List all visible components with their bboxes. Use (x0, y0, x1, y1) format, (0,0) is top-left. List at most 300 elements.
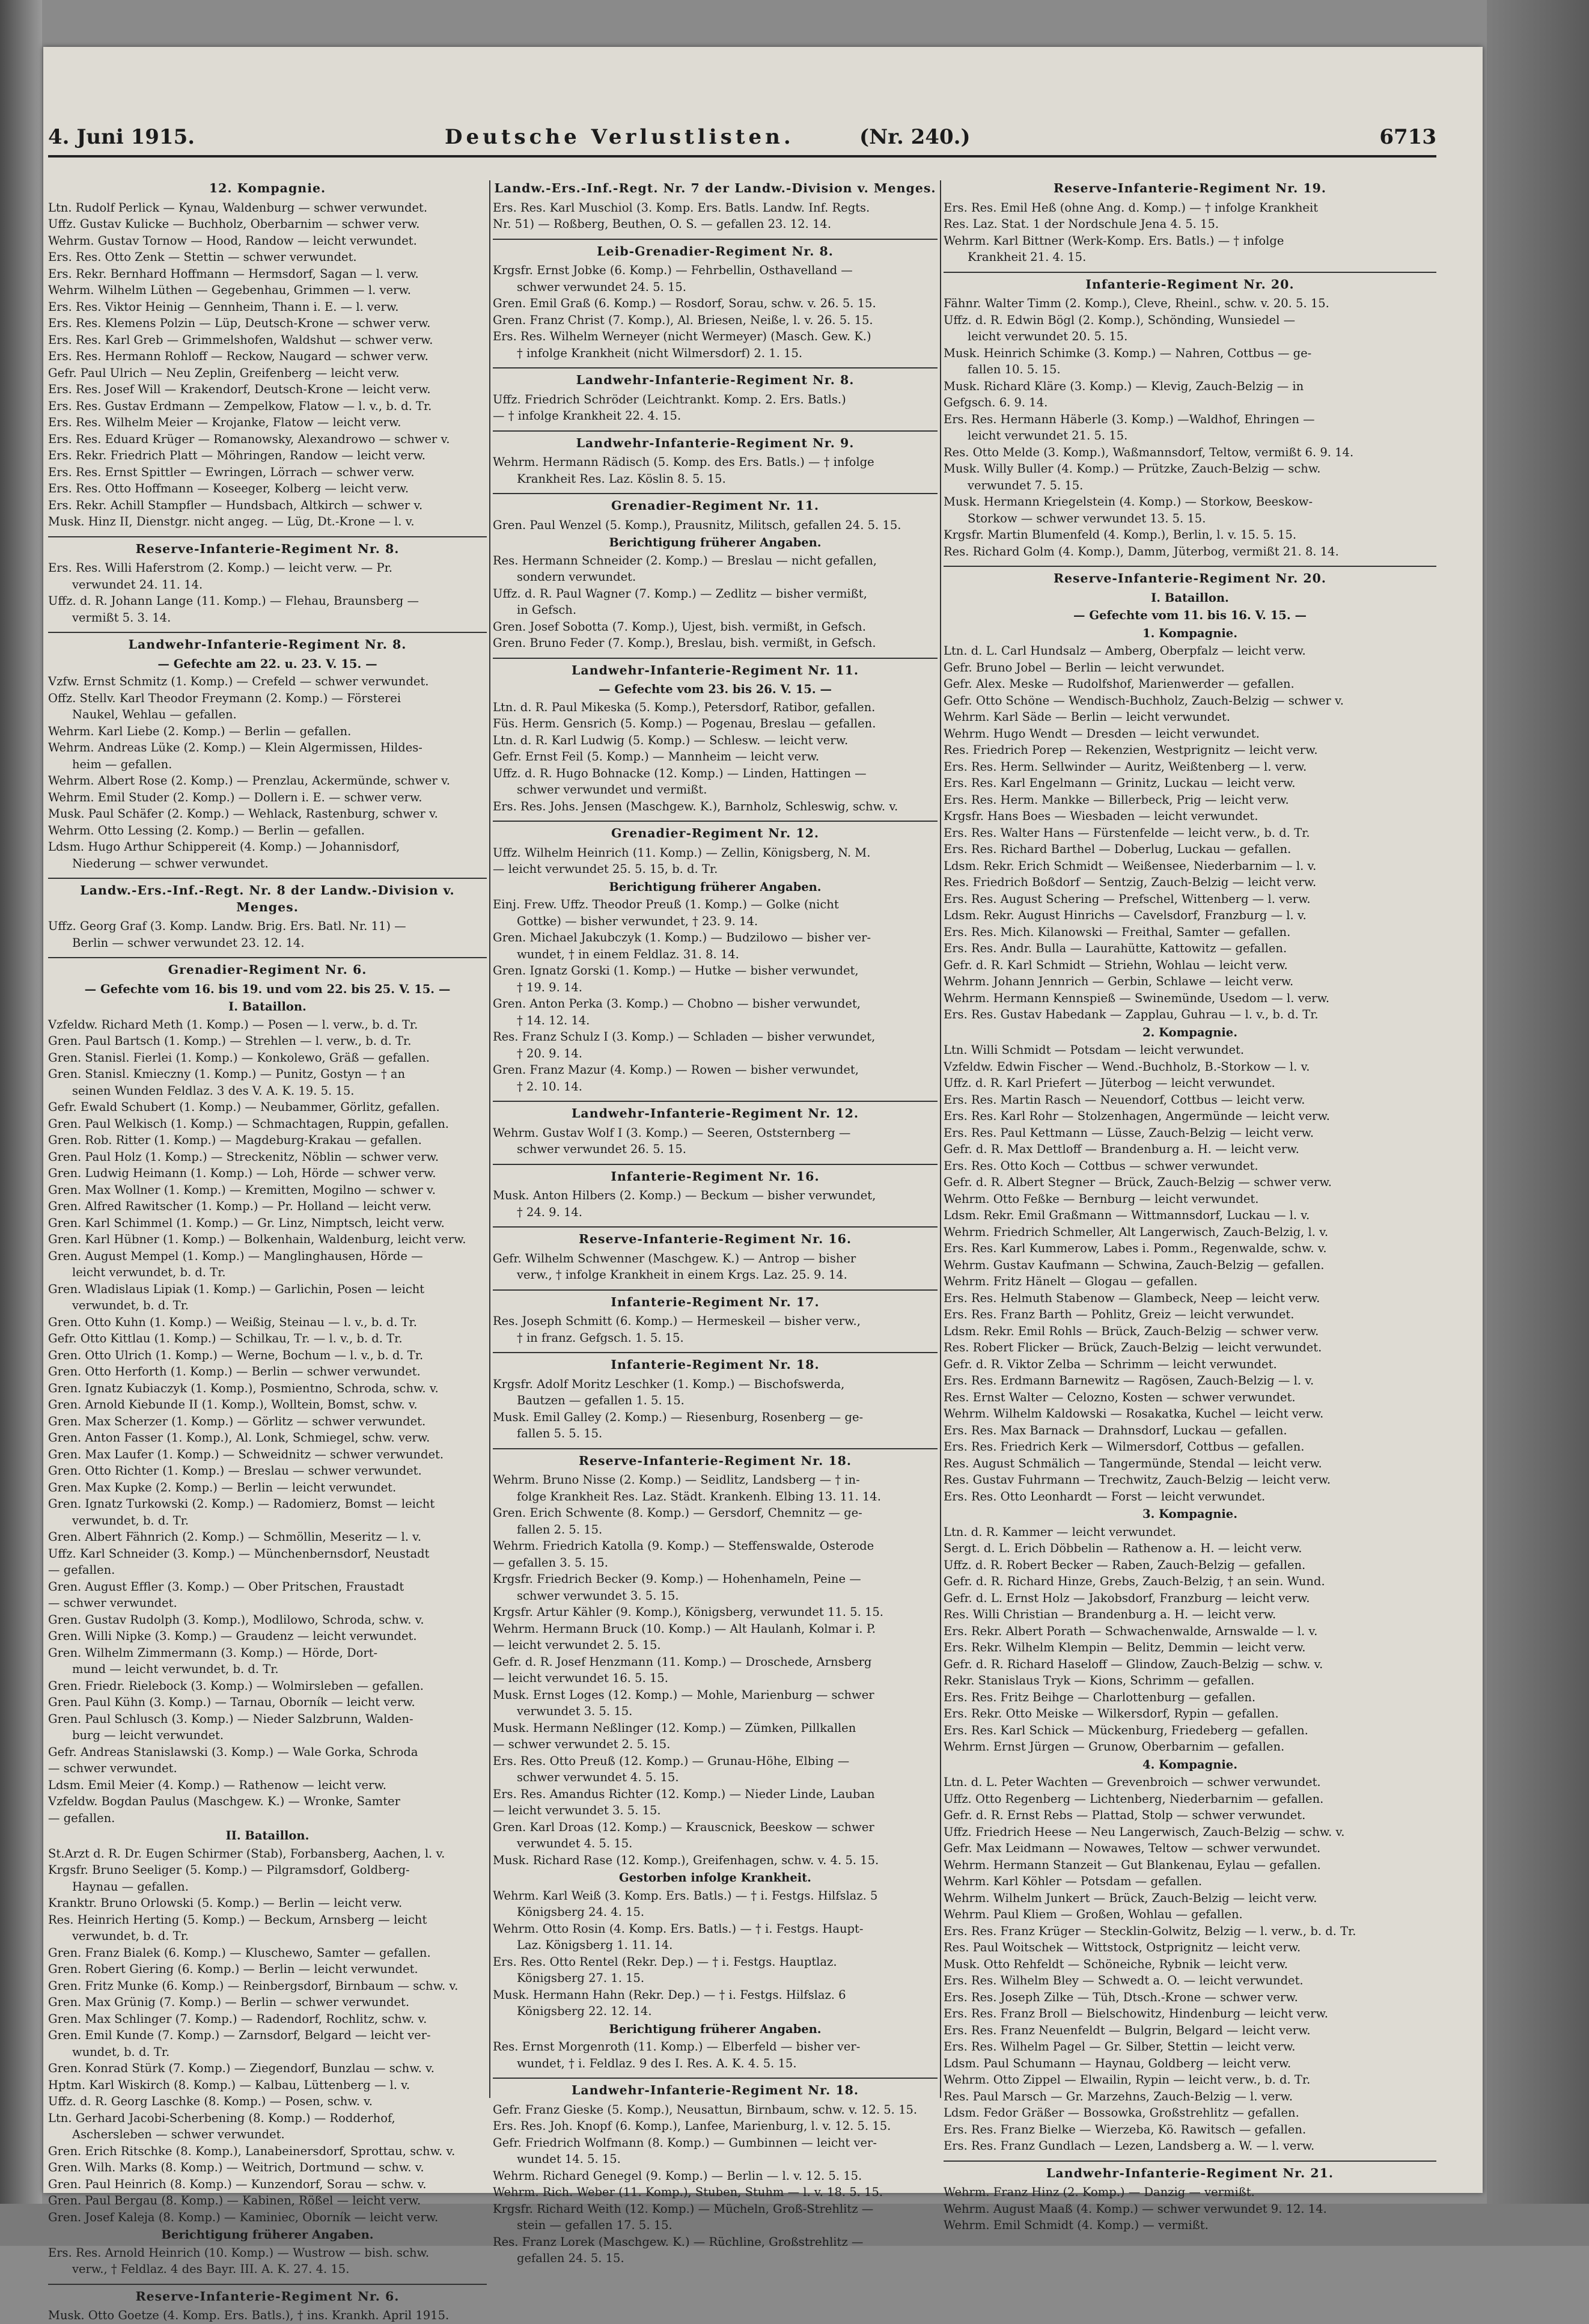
casualty-entry: Wehrm. Friedrich Schmeller, Alt Langerwisch, Zauch-Belzig, l. v. (944, 1225, 1329, 1239)
casualty-section (48, 180, 487, 530)
casualty-section (493, 1352, 938, 1442)
casualty-entry: Musk. Otto Rehfeldt — Schöneiche, Rybnik — leicht verw. (944, 1957, 1288, 1971)
casualty-section (493, 430, 938, 488)
casualty-entry: seinen Wunden Feldlaz. 3 des V. A. K. 19. 5. 15. (72, 1083, 355, 1098)
casualty-entry: folge Krankheit Res. Laz. Städt. Krankenh. Elbing 13. 11. 14. (517, 1489, 881, 1503)
casualty-entry: gefallen 24. 5. 15. (517, 2251, 624, 2265)
casualty-entry: Ers. Res. Karl Schick — Mückenburg, Friedeberg — gefallen. (944, 1723, 1308, 1737)
casualty-entry: Ers. Res. Otto Koch — Cottbus — schwer verwundet. (944, 1158, 1258, 1173)
casualty-entry: stein — gefallen 17. 5. 15. (517, 2218, 673, 2232)
casualty-entry: Wehrm. Karl Bittner (Werk-Komp. Ers. Batls.) — † infolge (944, 233, 1284, 248)
casualty-entry: Haynau — gefallen. (72, 1879, 189, 1894)
casualty-entry: Gren. Willi Nipke (3. Komp.) — Graudenz — leicht verwundet. (48, 1629, 417, 1643)
casualty-entry: Gren. Paul Wenzel (5. Komp.), Prausnitz, Militsch, gefallen 24. 5. 15. (493, 518, 901, 532)
casualty-entry: Ers. Res. Wilhelm Pagel — Gr. Silber, Stettin — leicht verw. (944, 2040, 1296, 2053)
column-divider (489, 180, 490, 2098)
section-heading: Reserve-Infanterie-Regiment Nr. 16. (493, 1226, 938, 1248)
casualty-section (48, 536, 487, 626)
casualty-entry: Wehrm. Hermann Rädisch (5. Komp. des Ers. Batls.) — † infolge (493, 455, 874, 469)
casualty-entry: Gefr. Max Leidmann — Nowawes, Teltow — schwer verwundet. (944, 1841, 1321, 1855)
header-page-number: 6713 (1379, 125, 1436, 149)
section-heading: Landwehr-Infanterie-Regiment Nr. 8. (493, 367, 938, 389)
casualty-entry: Ers. Res. Otto Zenk — Stettin — schwer verwundet. (48, 250, 357, 264)
casualty-entry: verwundet 7. 5. 15. (968, 478, 1084, 492)
casualty-entry: Königsberg 22. 12. 14. (517, 2004, 652, 2018)
casualty-entry: Gefr. Friedrich Wolfmann (8. Komp.) — Gumbinnen — leicht ver- (493, 2135, 877, 2150)
casualty-entry: Res. Paul Woitschek — Wittstock, Ostprignitz — leicht verw. (944, 1940, 1301, 1954)
casualty-entry: Gefr. d. R. Viktor Zelba — Schrimm — leicht verwundet. (944, 1357, 1277, 1371)
casualty-entry: Uffz. d. R. Hugo Bohnacke (12. Komp.) — Linden, Hattingen — (493, 766, 867, 780)
casualty-entry: Uffz. d. R. Edwin Bögl (2. Komp.), Schönding, Wunsiedel — (944, 313, 1296, 327)
casualty-entry: Wehrm. Hermann Stanzeit — Gut Blankenau, Eylau — gefallen. (944, 1858, 1321, 1872)
casualty-entry: Ers. Res. Franz Barth — Pohlitz, Greiz — leicht verwundet. (944, 1307, 1295, 1321)
casualty-entry: Wehrm. Otto Zippel — Elwailin, Rypin — leicht verw., b. d. Tr. (944, 2073, 1311, 2087)
casualty-entry: Ers. Rekr. Wilhelm Klempin — Belitz, Demmin — leicht verw. (944, 1641, 1306, 1654)
casualty-entry: Res. Joseph Schmitt (6. Komp.) — Hermeskeil — bisher verw., (493, 1314, 861, 1328)
casualty-entry: Wehrm. Johann Jennrich — Gerbin, Schlawe — leicht verw. (944, 974, 1294, 988)
casualty-entry: Wehrm. August Maaß (4. Komp.) — schwer verwundet 9. 12. 14. (944, 2201, 1327, 2216)
casualty-entry: Uffz. d. R. Karl Priefert — Jüterbog — leicht verwundet. (944, 1076, 1275, 1090)
section-heading: Landwehr-Infanterie-Regiment Nr. 18. (493, 2078, 938, 2099)
casualty-entry: Wehrm. Wilhelm Junkert — Brück, Zauch-Belzig — leicht verw. (944, 1891, 1317, 1905)
casualty-entry: — gefallen 3. 5. 15. (493, 1555, 608, 1570)
casualty-entry: Nr. 51) — Roßberg, Beuthen, O. S. — gefallen 23. 12. 14. (493, 217, 832, 231)
casualty-entry: wundet, † in einem Feldlaz. 31. 8. 14. (517, 947, 739, 961)
casualty-entry: schwer verwundet 4. 5. 15. (517, 1770, 679, 1784)
section-heading: Leib-Grenadier-Regiment Nr. 8. (493, 239, 938, 260)
section-subheading: — Gefechte vom 23. bis 26. V. 15. — (599, 682, 832, 696)
casualty-entry: Ldsm. Paul Schumann — Haynau, Goldberg — leicht verw. (944, 2056, 1292, 2070)
casualty-entry: Res. Laz. Stat. 1 der Nordschule Jena 4. 5. 15. (944, 217, 1219, 231)
casualty-entry: † 20. 9. 14. (517, 1046, 582, 1060)
casualty-entry: Sergt. d. L. Erich Döbbelin — Rathenow a. H. — leicht verw. (944, 1541, 1302, 1555)
casualty-entry: Ers. Res. Otto Preuß (12. Komp.) — Grunau-Höhe, Elbing — (493, 1754, 850, 1768)
column-1 (48, 180, 487, 2322)
casualty-entry: Wehrm. Wilhelm Kaldowski — Rosakatka, Kuchel — leicht verw. (944, 1407, 1324, 1420)
casualty-entry: Ers. Res. Willi Haferstrom (2. Komp.) — leicht verw. — Pr. (48, 561, 392, 575)
casualty-entry: Gefr. Bruno Jobel — Berlin — leicht verwundet. (944, 660, 1225, 674)
casualty-entry: Ers. Res. Herm. Sellwinder — Auritz, Weißtenberg — l. verw. (944, 759, 1307, 774)
casualty-entry: Wehrm. Fritz Hänelt — Glogau — gefallen. (944, 1274, 1198, 1288)
casualty-entry: Ers. Res. Hermann Rohloff — Reckow, Naugard — schwer verw. (48, 349, 429, 363)
casualty-entry: Gefr. Ernst Feil (5. Komp.) — Mannheim — leicht verw. (493, 750, 820, 763)
casualty-entry: Ldsm. Rekr. August Hinrichs — Cavelsdorf, Franzburg — l. v. (944, 908, 1307, 922)
casualty-entry: Ldsm. Rekr. Emil Graßmann — Wittmannsdorf, Luckau — l. v. (944, 1208, 1310, 1222)
casualty-entry: Bautzen — gefallen 1. 5. 15. (517, 1393, 685, 1407)
casualty-entry: Res. Heinrich Herting (5. Komp.) — Beckum, Arnsberg — leicht (48, 1912, 427, 1927)
column-divider (940, 180, 941, 2098)
casualty-entry: Ers. Res. Joseph Zilke — Tüh, Dtsch.-Krone — schwer verw. (944, 1990, 1298, 2004)
subsection-heading: 2. Kompagnie. (1142, 1025, 1237, 1039)
casualty-entry: Gefr. d. R. Karl Schmidt — Striehn, Wohlau — leicht verw. (944, 958, 1288, 972)
casualty-entry: Res. Friedrich Porep — Rekenzien, Westprignitz — leicht verw. (944, 743, 1318, 757)
casualty-section (493, 1226, 938, 1283)
casualty-entry: fallen 5. 5. 15. (517, 1427, 603, 1440)
casualty-entry: Gefr. d. R. Josef Henzmann (11. Komp.) — Droschede, Arnsberg (493, 1654, 872, 1669)
casualty-section (944, 566, 1436, 2154)
casualty-entry: Ltn. Willi Schmidt — Potsdam — leicht verwundet. (944, 1043, 1245, 1057)
casualty-entry: Gren. Paul Heinrich (8. Komp.) — Kunzendorf, Sorau — schw. v. (48, 2177, 427, 2191)
casualty-entry: verwundet 24. 11. 14. (72, 577, 203, 592)
casualty-entry: Wehrm. Otto Feßke — Bernburg — leicht verwundet. (944, 1191, 1259, 1206)
subsection-heading: — Gefechte vom 11. bis 16. V. 15. — (1073, 608, 1307, 622)
section-heading: Landw.-Ers.-Inf.-Regt. Nr. 8 der Landw.-Division v. Menges. (48, 878, 487, 916)
casualty-entry: schwer verwundet und vermißt. (517, 783, 707, 797)
casualty-entry: Gren. Max Laufer (1. Komp.) — Schweidnitz — schwer verwundet. (48, 1447, 444, 1461)
casualty-entry: Gren. Fritz Munke (6. Komp.) — Reinbergsdorf, Birnbaum — schw. v. (48, 1978, 459, 1993)
casualty-section (48, 957, 487, 2278)
casualty-entry: Laz. Königsberg 1. 11. 14. (517, 1938, 673, 1952)
casualty-entry: Ers. Res. Franz Gundlach — Lezen, Landsberg a. W. — l. verw. (944, 2139, 1315, 2153)
casualty-entry: Gren. Emil Graß (6. Komp.) — Rosdorf, Sorau, schw. v. 26. 5. 15. (493, 296, 876, 310)
casualty-entry: Res. Friedrich Boßdorf — Sentzig, Zauch-Belzig — leicht verw. (944, 875, 1317, 889)
casualty-entry: Gefr. Otto Kittlau (1. Komp.) — Schilkau, Tr. — l. v., b. d. Tr. (48, 1332, 403, 1345)
casualty-entry: Ers. Rekr. Friedrich Platt — Möhringen, Randow — leicht verw. (48, 448, 425, 462)
casualty-entry: Gren. Otto Ulrich (1. Komp.) — Werne, Bochum — l. v., b. d. Tr. (48, 1348, 424, 1362)
casualty-entry: Ers. Res. Josef Will — Krakendorf, Deutsch-Krone — leicht verw. (48, 382, 431, 396)
casualty-entry: Gefr. Ewald Schubert (1. Komp.) — Neubammer, Görlitz, gefallen. (48, 1100, 440, 1114)
casualty-entry: Ers. Res. Helmuth Stabenow — Glambeck, Neep — leicht verw. (944, 1291, 1320, 1305)
casualty-entry: Gefr. Alex. Meske — Rudolfshof, Marienwerder — gefallen. (944, 677, 1295, 691)
casualty-entry: Gren. Emil Kunde (7. Komp.) — Zarnsdorf, Belgard — leicht ver- (48, 2028, 431, 2042)
section-heading: Grenadier-Regiment Nr. 6. (48, 957, 487, 979)
casualty-entry: Gren. Karl Schimmel (1. Komp.) — Gr. Linz, Nimptsch, leicht verw. (48, 1216, 445, 1230)
casualty-entry: verwundet 4. 5. 15. (517, 1836, 633, 1850)
scan-edge-right (1487, 0, 1589, 2246)
casualty-entry: Ers. Res. Emil Heß (ohne Ang. d. Komp.) — † infolge Krankheit (944, 200, 1319, 215)
casualty-entry: Uffz. d. R. Georg Laschke (8. Komp.) — Posen, schw. v. (48, 2094, 373, 2108)
casualty-entry: Ers. Res. Wilhelm Werneyer (nicht Wermeyer) (Masch. Gew. K.) (493, 329, 871, 343)
header-date: 4. Juni 1915. (48, 125, 195, 149)
casualty-entry: † 24. 9. 14. (517, 1205, 582, 1219)
casualty-entry: Einj. Frew. Uffz. Theodor Preuß (1. Komp.) — Golke (nicht (493, 897, 839, 911)
casualty-entry: Gren. Paul Bergau (8. Komp.) — Kabinen, Rößel — leicht verw. (48, 2194, 421, 2207)
casualty-entry: Ers. Res. Hermann Häberle (3. Komp.) —Waldhof, Ehringen — (944, 412, 1315, 426)
casualty-entry: Ers. Res. Walter Hans — Fürstenfelde — leicht verw., b. d. Tr. (944, 825, 1310, 840)
casualty-section (493, 1289, 938, 1347)
casualty-entry: Gren. Paul Holz (1. Komp.) — Streckenitz, Nöblin — schwer verw. (48, 1149, 439, 1164)
casualty-entry: Musk. Anton Hilbers (2. Komp.) — Beckum — bisher verwundet, (493, 1188, 876, 1202)
casualty-entry: Wehrm. Bruno Nisse (2. Komp.) — Seidlitz, Landsberg — † in- (493, 1473, 860, 1487)
casualty-entry: Offz. Stellv. Karl Theodor Freymann (2. Komp.) — Försterei (48, 691, 401, 705)
casualty-entry: Gren. Josef Kaleja (8. Komp.) — Kaminiec, Oborník — leicht verw. (48, 2210, 439, 2224)
casualty-entry: Gren. Otto Richter (1. Komp.) — Breslau — schwer verwundet. (48, 1464, 422, 1478)
casualty-section (944, 2160, 1436, 2234)
casualty-entry: Gren. Konrad Stürk (7. Komp.) — Ziegendorf, Bunzlau — schw. v. (48, 2061, 435, 2075)
casualty-entry: Res. Otto Melde (3. Komp.), Waßmannsdorf, Teltow, vermißt 6. 9. 14. (944, 445, 1354, 459)
casualty-entry: Ers. Res. Gustav Erdmann — Zempelkow, Flatow — l. v., b. d. Tr. (48, 399, 432, 413)
casualty-entry: Gefr. d. R. Ernst Rebs — Plattad, Stolp — schwer verwundet. (944, 1808, 1306, 1822)
casualty-entry: Ers. Res. Klemens Polzin — Lüp, Deutsch-Krone — schwer verw. (48, 316, 431, 330)
casualty-entry: in Gefsch. (517, 603, 577, 617)
casualty-entry: Ers. Res. Max Barnack — Drahnsdorf, Luckau — gefallen. (944, 1423, 1287, 1437)
casualty-section (493, 1164, 938, 1221)
casualty-entry: Wehrm. Emil Studer (2. Komp.) — Dollern i. E. — schwer verw. (48, 790, 422, 804)
casualty-entry: Uffz. d. R. Robert Becker — Raben, Zauch-Belzig — gefallen. (944, 1558, 1306, 1572)
casualty-entry: Gren. Arnold Kiebunde II (1. Komp.), Wolltein, Bomst, schw. v. (48, 1398, 418, 1411)
casualty-entry: Gren. Alfred Rawitscher (1. Komp.) — Pr. Holland — leicht verw. (48, 1199, 432, 1213)
casualty-entry: Gren. Wilh. Marks (8. Komp.) — Weitrich, Dortmund — schw. v. (48, 2160, 424, 2174)
casualty-entry: Ers. Res. Martin Rasch — Neuendorf, Cottbus — leicht verw. (944, 1092, 1305, 1107)
column-2 (493, 180, 938, 2265)
casualty-section (493, 180, 938, 233)
casualty-entry: — gefallen. (48, 1563, 115, 1577)
casualty-entry: Ers. Res. Karl Muschiol (3. Komp. Ers. Batls. Landw. Inf. Regts. (493, 200, 870, 215)
casualty-entry: Ltn. d. R. Paul Mikeska (5. Komp.), Petersdorf, Ratibor, gefallen. (493, 700, 876, 714)
casualty-entry: Gren. Otto Kuhn (1. Komp.) — Weißig, Steinau — l. v., b. d. Tr. (48, 1315, 417, 1329)
casualty-entry: verw., † infolge Krankheit in einem Krgs. Laz. 25. 9. 14. (517, 1268, 847, 1282)
casualty-entry: Gren. Franz Mazur (4. Komp.) — Rowen — bisher verwundet, (493, 1063, 859, 1077)
casualty-entry: Wehrm. Wilhelm Lüthen — Gegebenhau, Grimmen — l. verw. (48, 283, 411, 297)
casualty-entry: Ers. Res. Karl Engelmann — Grinitz, Luckau — leicht verw. (944, 776, 1296, 790)
casualty-entry: leicht verwundet 21. 5. 15. (968, 429, 1128, 442)
casualty-entry: Gren. Wladislaus Lipiak (1. Komp.) — Garlichin, Posen — leicht (48, 1282, 425, 1296)
casualty-section (493, 821, 938, 1095)
subsection-heading: I. Bataillon. (228, 1000, 307, 1014)
casualty-entry: Krgsfr. Hans Boes — Wiesbaden — leicht verwundet. (944, 809, 1258, 823)
casualty-entry: Wehrm. Karl Weiß (3. Komp. Ers. Batls.) — † i. Festgs. Hilfslaz. 5 (493, 1888, 878, 1903)
casualty-section (493, 658, 938, 815)
casualty-entry: — schwer verwundet 2. 5. 15. (493, 1737, 671, 1751)
casualty-entry: verwundet, b. d. Tr. (72, 1298, 189, 1312)
casualty-entry: Ers. Rekr. Otto Meiske — Wilkersdorf, Rypin — gefallen. (944, 1707, 1279, 1720)
section-heading: Infanterie-Regiment Nr. 20. (944, 272, 1436, 293)
casualty-entry: Krgsfr. Martin Blumenfeld (4. Komp.), Berlin, l. v. 15. 5. 15. (944, 528, 1297, 542)
casualty-section (48, 632, 487, 872)
casualty-entry: Gren. Otto Herforth (1. Komp.) — Berlin — schwer verwundet. (48, 1365, 421, 1378)
header-issue: (Nr. 240.) (859, 125, 971, 149)
subsection-heading: I. Bataillon. (1151, 590, 1229, 605)
casualty-entry: Gefr. Paul Ulrich — Neu Zeplin, Greifenberg — leicht verw. (48, 365, 400, 380)
casualty-entry: Ers. Res. Wilhelm Meier — Krojanke, Flatow — leicht verw. (48, 415, 401, 429)
casualty-entry: Wehrm. Otto Rosin (4. Komp. Ers. Batls.) — † i. Festgs. Haupt- (493, 1921, 864, 1936)
casualty-entry: mund — leicht verwundet, b. d. Tr. (72, 1662, 279, 1676)
casualty-entry: Krgsfr. Richard Weith (12. Komp.) — Mücheln, Groß-Strehlitz — (493, 2201, 874, 2216)
casualty-entry: Königsberg 27. 1. 15. (517, 1971, 645, 1985)
casualty-entry: Ers. Res. Andr. Bulla — Laurahütte, Kattowitz — gefallen. (944, 941, 1287, 955)
casualty-entry: verw., † Feldlaz. 4 des Bayr. III. A. K. 27. 4. 15. (72, 2262, 350, 2276)
section-heading: Reserve-Infanterie-Regiment Nr. 8. (48, 536, 487, 558)
casualty-entry: † 2. 10. 14. (517, 1079, 582, 1093)
casualty-entry: Ers. Res. Johs. Jensen (Maschgew. K.), Barnholz, Schleswig, schw. v. (493, 799, 898, 813)
casualty-entry: Uffz. Gustav Kulicke — Buchholz, Oberbarnim — schwer verw. (48, 217, 420, 231)
casualty-entry: verwundet 3. 5. 15. (517, 1704, 633, 1718)
casualty-entry: Gren. Karl Hübner (1. Komp.) — Bolkenhain, Waldenburg, leicht verw. (48, 1232, 466, 1246)
casualty-entry: Uffz. Georg Graf (3. Komp. Landw. Brig. Ers. Batl. Nr. 11) — (48, 919, 406, 933)
casualty-entry: Ers. Res. Karl Greb — Grimmelshofen, Waldshut — schwer verw. (48, 332, 433, 347)
casualty-entry: Ers. Res. Karl Kummerow, Labes i. Pomm., Regenwalde, schw. v. (944, 1241, 1327, 1255)
casualty-entry: Ers. Res. Karl Rohr — Stolzenhagen, Angermünde — leicht verw. (944, 1109, 1330, 1123)
casualty-entry: Gottke) — bisher verwundet, † 23. 9. 14. (517, 914, 758, 928)
casualty-entry: Krankheit 21. 4. 15. (968, 250, 1087, 264)
casualty-entry: Gren. Robert Giering (6. Komp.) — Berlin — leicht verwundet. (48, 1962, 418, 1976)
casualty-entry: Aschersleben — schwer verwundet. (72, 2127, 285, 2141)
casualty-entry: Gren. Karl Droas (12. Komp.) — Krauscnick, Beeskow — schwer (493, 1820, 874, 1834)
casualty-entry: Wehrm. Andreas Lüke (2. Komp.) — Klein Algermissen, Hildes- (48, 741, 422, 754)
casualty-entry: Res. Franz Schulz I (3. Komp.) — Schladen — bisher verwundet, (493, 1030, 876, 1044)
casualty-entry: Gren. Max Schlinger (7. Komp.) — Radendorf, Rochlitz, schw. v. (48, 2011, 427, 2026)
casualty-entry: Wehrm. Karl Liebe (2. Komp.) — Berlin — gefallen. (48, 724, 352, 738)
casualty-entry: Ldsm. Hugo Arthur Schippereit (4. Komp.) — Johannisdorf, (48, 840, 400, 854)
casualty-entry: Uffz. Karl Schneider (3. Komp.) — Münchenbernsdorf, Neustadt (48, 1546, 430, 1561)
casualty-entry: — schwer verwundet. (48, 1761, 177, 1775)
casualty-entry: Res. August Schmälich — Tangermünde, Stendal — leicht verw. (944, 1456, 1322, 1470)
casualty-entry: Gren. Max Wollner (1. Komp.) — Kremitten, Mogilno — schwer v. (48, 1182, 436, 1197)
casualty-section (48, 878, 487, 951)
casualty-entry: Musk. Richard Kläre (3. Komp.) — Klevig, Zauch-Belzig — in (944, 379, 1304, 393)
casualty-entry: Gren. Max Grünig (7. Komp.) — Berlin — schwer verwundet. (48, 1995, 410, 2009)
casualty-entry: Uffz. d. R. Paul Wagner (7. Komp.) — Zedlitz — bisher vermißt, (493, 586, 867, 601)
casualty-entry: Ldsm. Rekr. Emil Rohls — Brück, Zauch-Belzig — schwer verw. (944, 1324, 1319, 1338)
casualty-entry: Ers. Res. Otto Leonhardt — Forst — leicht verwundet. (944, 1489, 1266, 1503)
casualty-entry: Gren. Bruno Feder (7. Komp.), Breslau, bish. vermißt, in Gefsch. (493, 636, 876, 650)
casualty-entry: vermißt 5. 3. 14. (72, 610, 171, 625)
casualty-entry: Ers. Res. Herm. Mankke — Billerbeck, Prig — leicht verw. (944, 792, 1289, 807)
section-heading: Reserve-Infanterie-Regiment Nr. 20. (944, 566, 1436, 587)
casualty-entry: Ers. Rekr. Bernhard Hoffmann — Hermsdorf, Sagan — l. verw. (48, 266, 419, 281)
casualty-entry: Gefr. d. L. Ernst Holz — Jakobsdorf, Franzburg — leicht verw. (944, 1591, 1310, 1605)
casualty-section (944, 272, 1436, 560)
casualty-entry: Uffz. Otto Regenberg — Lichtenberg, Niederbarnim — gefallen. (944, 1791, 1324, 1806)
casualty-entry: Res. Robert Flicker — Brück, Zauch-Belzig — leicht verwundet. (944, 1341, 1322, 1354)
casualty-entry: Gren. Michael Jakubczyk (1. Komp.) — Budzilowo — bisher ver- (493, 931, 871, 944)
subsection-heading: 4. Kompagnie. (1142, 1757, 1237, 1772)
subsection-heading: Gestorben infolge Krankheit. (619, 1871, 811, 1885)
casualty-entry: Ers. Res. Franz Broll — Bielschowitz, Hindenburg — leicht verw. (944, 2007, 1328, 2020)
casualty-entry: Königsberg 24. 4. 15. (517, 1905, 645, 1919)
casualty-entry: Wehrm. Richard Genegel (9. Komp.) — Berlin — l. v. 12. 5. 15. (493, 2168, 862, 2183)
casualty-entry: Musk. Willy Buller (4. Komp.) — Prützke, Zauch-Belzig — schw. (944, 462, 1321, 476)
casualty-entry: Ldsm. Fedor Gräßer — Bossowka, Großstrehlitz — gefallen. (944, 2106, 1299, 2120)
casualty-entry: Krankheit Res. Laz. Köslin 8. 5. 15. (517, 471, 726, 486)
casualty-section (493, 493, 938, 652)
casualty-entry: Gefr. d. R. Richard Hinze, Grebs, Zauch-Belzig, † an sein. Wund. (944, 1574, 1325, 1588)
casualty-entry: Res. Ernst Walter — Celozno, Kosten — schwer verwundet. (944, 1390, 1296, 1404)
subsection-heading: Berichtigung früherer Angaben. (609, 879, 822, 894)
casualty-entry: Gren. Stanisl. Kmieczny (1. Komp.) — Punitz, Gostyn — † an (48, 1067, 406, 1081)
casualty-entry: Gren. Franz Christ (7. Komp.), Al. Briesen, Neiße, l. v. 26. 5. 15. (493, 313, 873, 327)
casualty-entry: Gren. August Mempel (1. Komp.) — Manglinghausen, Hörde — (48, 1249, 423, 1263)
section-heading: Landwehr-Infanterie-Regiment Nr. 11. (493, 658, 938, 679)
casualty-entry: Ers. Res. Otto Rentel (Rekr. Dep.) — † i. Festgs. Hauptlaz. (493, 1954, 837, 1969)
casualty-entry: Gren. Paul Bartsch (1. Komp.) — Strehlen — l. verw., b. d. Tr. (48, 1034, 412, 1048)
casualty-entry: Hptm. Karl Wiskirch (8. Komp.) — Kalbau, Lüttenberg — l. v. (48, 2078, 410, 2092)
casualty-entry: Wehrm. Franz Hinz (2. Komp.) — Danzig — vermißt. (944, 2185, 1255, 2199)
casualty-section (493, 239, 938, 362)
casualty-entry: Füs. Herm. Gensrich (5. Komp.) — Pogenau, Breslau — gefallen. (493, 717, 876, 730)
casualty-entry: leicht verwundet 20. 5. 15. (968, 329, 1128, 343)
casualty-entry: Kranktr. Bruno Orlowski (5. Komp.) — Berlin — leicht verw. (48, 1896, 403, 1910)
section-heading: Landwehr-Infanterie-Regiment Nr. 12. (493, 1101, 938, 1122)
casualty-entry: † in franz. Gefgsch. 1. 5. 15. (517, 1330, 684, 1345)
casualty-entry: Ers. Res. Gustav Habedank — Zapplau, Guhrau — l. v., b. d. Tr. (944, 1008, 1319, 1021)
subsection-heading: Berichtigung früherer Angaben. (609, 2022, 822, 2036)
casualty-entry: Ltn. Rudolf Perlick — Kynau, Waldenburg — schwer verwundet. (48, 200, 428, 215)
casualty-entry: Ers. Res. Arnold Heinrich (10. Komp.) — Wustrow — bish. schw. (48, 2245, 430, 2260)
casualty-entry: Ers. Res. Franz Neuenfeldt — Bulgrin, Belgard — leicht verw. (944, 2023, 1311, 2037)
casualty-entry: Musk. Hermann Hahn (Rekr. Dep.) — † i. Festgs. Hilfslaz. 6 (493, 1987, 846, 2002)
casualty-entry: — gefallen. (48, 1811, 115, 1825)
casualty-entry: sondern verwundet. (517, 570, 636, 584)
casualty-entry: Wehrm. Karl Köhler — Potsdam — gefallen. (944, 1874, 1203, 1888)
casualty-entry: Musk. Emil Galley (2. Komp.) — Riesenburg, Rosenberg — ge- (493, 1410, 864, 1424)
casualty-entry: Ers. Res. Franz Bielke — Wierzeba, Kö. Rawitsch — gefallen. (944, 2122, 1307, 2136)
casualty-entry: Wehrm. Paul Kliem — Großen, Wohlau — gefallen. (944, 1907, 1243, 1921)
casualty-entry: Gren. Wilhelm Zimmermann (3. Komp.) — Hörde, Dort- (48, 1645, 378, 1660)
casualty-entry: Wehrm. Gustav Kaufmann — Schwina, Zauch-Belzig — gefallen. (944, 1258, 1325, 1272)
casualty-entry: Vzfeldw. Bogdan Paulus (Maschgew. K.) — Wronke, Samter (48, 1794, 400, 1808)
casualty-entry: Ltn. Gerhard Jacobi-Scherbening (8. Komp.) — Rodderhof, (48, 2111, 395, 2125)
casualty-entry: Gren. Josef Sobotta (7. Komp.), Ujest, bish. vermißt, in Gefsch. (493, 619, 866, 634)
casualty-entry: Gren. Rob. Ritter (1. Komp.) — Magdeburg-Krakau — gefallen. (48, 1133, 422, 1147)
casualty-entry: Musk. Hermann Neßlinger (12. Komp.) — Zümken, Pillkallen (493, 1720, 856, 1735)
casualty-entry: Uffz. d. R. Johann Lange (11. Komp.) — Flehau, Braunsberg — (48, 594, 419, 608)
casualty-entry: Wehrm. Rich. Weber (11. Komp.), Stuben, Stuhm — l. v. 18. 5. 15. (493, 2185, 883, 2199)
casualty-entry: Vzfw. Ernst Schmitz (1. Komp.) — Crefeld — schwer verwundet. (48, 674, 429, 688)
casualty-entry: Ers. Res. Erdmann Barnewitz — Ragösen, Zauch-Belzig — l. v. (944, 1374, 1314, 1387)
casualty-entry: verwundet, b. d. Tr. (72, 1513, 189, 1527)
casualty-entry: Wehrm. Albert Rose (2. Komp.) — Prenzlau, Ackermünde, schwer v. (48, 774, 450, 787)
casualty-entry: Gren. Erich Schwente (8. Komp.) — Gersdorf, Chemnitz — ge- (493, 1506, 862, 1520)
casualty-entry: Ers. Rekr. Albert Porath — Schwachenwalde, Arnswalde — l. v. (944, 1624, 1318, 1638)
page-header (48, 125, 1436, 155)
casualty-entry: wundet 14. 5. 15. (517, 2152, 621, 2166)
section-heading: Grenadier-Regiment Nr. 11. (493, 493, 938, 515)
casualty-entry: Ers. Res. Wilhelm Bley — Schwedt a. O. — leicht verwundet. (944, 1974, 1304, 1987)
casualty-entry: Ers. Res. Richard Barthel — Doberlug, Luckau — gefallen. (944, 842, 1292, 856)
casualty-entry: — leicht verwundet 25. 5. 15, b. d. Tr. (493, 862, 718, 876)
casualty-entry: † 14. 12. 14. (517, 1013, 590, 1027)
casualty-entry: Wehrm. Hugo Wendt — Dresden — leicht verwundet. (944, 726, 1260, 741)
casualty-entry: Gren. Max Scherzer (1. Komp.) — Görlitz — schwer verwundet. (48, 1414, 426, 1428)
casualty-entry: Gren. Albert Fähnrich (2. Komp.) — Schmöllin, Meseritz — l. v. (48, 1530, 422, 1544)
section-heading: 12. Kompagnie. (209, 181, 326, 195)
casualty-entry: schwer verwundet 26. 5. 15. (517, 1142, 687, 1156)
casualty-entry: † infolge Krankheit (nicht Wilmersdorf) 2. 1. 15. (517, 346, 803, 360)
casualty-entry: Gren. Ludwig Heimann (1. Komp.) — Loh, Hörde — schwer verw. (48, 1166, 436, 1180)
casualty-entry: Ldsm. Emil Meier (4. Komp.) — Rathenow — leicht verw. (48, 1778, 386, 1792)
casualty-entry: — schwer verwundet. (48, 1596, 177, 1610)
casualty-section (493, 1101, 938, 1158)
casualty-entry: Gren. Anton Fasser (1. Komp.), Al. Lonk, Schmiegel, schw. verw. (48, 1431, 430, 1445)
casualty-entry: St.Arzt d. R. Dr. Eugen Schirmer (Stab), Forbansberg, Aachen, l. v. (48, 1846, 445, 1861)
casualty-entry: Uffz. Friedrich Heese — Neu Langerwisch, Zauch-Belzig — schw. v. (944, 1824, 1345, 1839)
section-heading: Reserve-Infanterie-Regiment Nr. 18. (493, 1448, 938, 1470)
casualty-entry: Gren. Ignatz Kubiaczyk (1. Komp.), Posmientno, Schroda, schw. v. (48, 1381, 439, 1395)
section-heading: Infanterie-Regiment Nr. 18. (493, 1352, 938, 1374)
casualty-entry: Ltn. d. L. Peter Wachten — Grevenbroich — schwer verwundet. (944, 1775, 1321, 1789)
casualty-entry: Gren. Stanisl. Fierlei (1. Komp.) — Konkolewo, Gräß — gefallen. (48, 1050, 430, 1065)
casualty-entry: Musk. Hinz II, Dienstgr. nicht angeg. — Lüg, Dt.-Krone — l. v. (48, 515, 415, 528)
casualty-entry: Ers. Res. Fritz Beihge — Charlottenburg — gefallen. (944, 1690, 1256, 1704)
casualty-entry: Musk. Heinrich Schimke (3. Komp.) — Nahren, Cottbus — ge- (944, 346, 1312, 360)
casualty-entry: Ers. Res. Eduard Krüger — Romanowsky, Alexandrowo — schwer v. (48, 432, 450, 446)
casualty-entry: Ltn. d. R. Karl Ludwig (5. Komp.) — Schlesw. — leicht verw. (493, 733, 849, 747)
section-heading: Reserve-Infanterie-Regiment Nr. 6. (48, 2284, 487, 2305)
casualty-entry: Berlin — schwer verwundet 23. 12. 14. (72, 935, 305, 950)
casualty-entry: Ltn. d. R. Kammer — leicht verwundet. (944, 1524, 1176, 1539)
casualty-entry: Krgsfr. Bruno Seeliger (5. Komp.) — Pilgramsdorf, Goldberg- (48, 1863, 410, 1877)
casualty-entry: Gefr. Otto Schöne — Wendisch-Buchholz, Zauch-Belzig — schwer v. (944, 693, 1344, 708)
casualty-entry: Gefr. Wilhelm Schwenner (Maschgew. K.) — Antrop — bisher (493, 1251, 856, 1265)
casualty-entry: Res. Richard Golm (4. Komp.), Damm, Jüterbog, vermißt 21. 8. 14. (944, 544, 1339, 558)
casualty-entry: Wehrm. Gustav Tornow — Hood, Randow — leicht verwundet. (48, 233, 417, 248)
casualty-entry: wundet, b. d. Tr. (72, 2044, 170, 2059)
casualty-entry: Ers. Res. Franz Krüger — Stecklin-Golwitz, Belzig — l. verw., b. d. Tr. (944, 1924, 1356, 1938)
casualty-entry: Gefr. Andreas Stanislawski (3. Komp.) — Wale Gorka, Schroda (48, 1745, 418, 1759)
casualty-entry: Ers. Res. Viktor Heinig — Gennheim, Thann i. E. — l. verw. (48, 299, 399, 314)
casualty-entry: Gren. Ignatz Gorski (1. Komp.) — Hutke — bisher verwundet, (493, 964, 859, 977)
